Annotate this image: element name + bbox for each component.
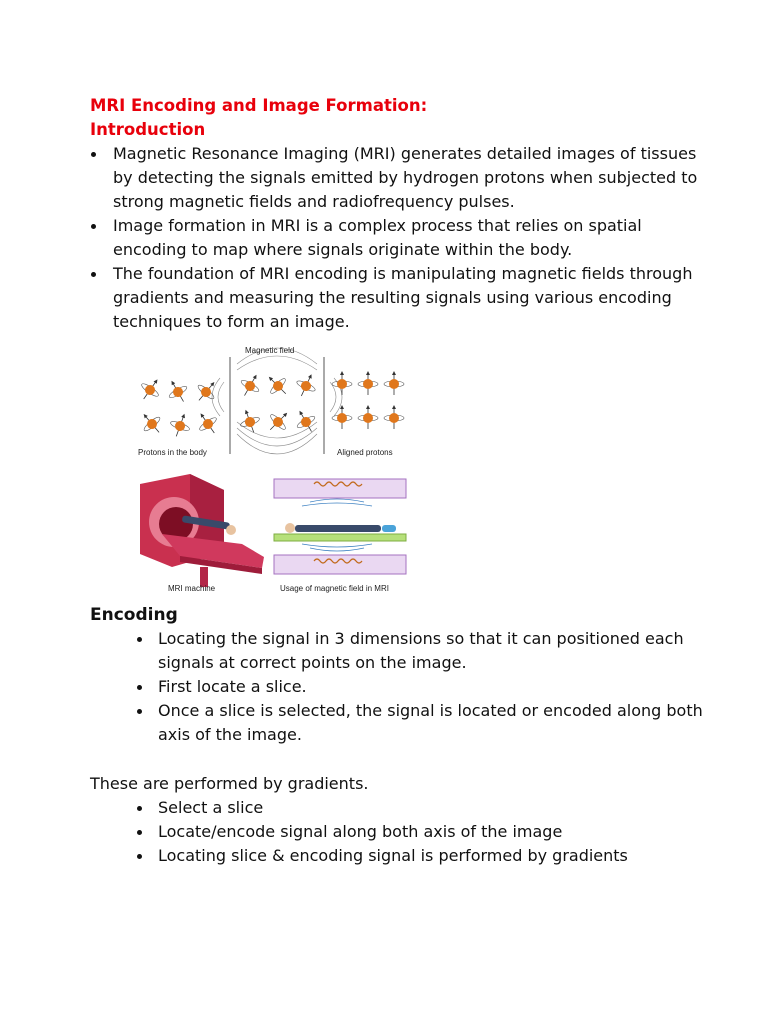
title-line-1: MRI Encoding and Image Formation:: [90, 96, 428, 115]
title-line-2: Introduction: [90, 120, 206, 139]
gradients-bullet-list: [158, 796, 718, 868]
encoding-bullet: First locate a slice.: [158, 675, 718, 699]
proton-icon: [136, 408, 167, 439]
intro-bullet: The foundation of MRI encoding is manipulating magnetic fields through gradients and measuring the resulting signals using various encoding techniques to form an image.: [113, 262, 713, 334]
label-mri-machine: MRI machine: [168, 584, 216, 593]
proton-icon: [163, 376, 192, 407]
proton-icon: [262, 370, 293, 401]
proton-icon: [236, 370, 265, 401]
label-aligned-protons: Aligned protons: [337, 448, 393, 457]
encoding-bullet: Once a slice is selected, the signal is located or encoded along both axis of the image.: [158, 699, 718, 747]
mri-machine-illustration: [140, 474, 264, 587]
proton-icon: [236, 406, 263, 435]
encoding-bullet: Locating the signal in 3 dimensions so that it can positioned each signals at correct points on the image.: [158, 627, 718, 675]
proton-icon: [135, 374, 165, 405]
proton-icon: [358, 405, 378, 429]
label-usage: Usage of magnetic field in MRI: [280, 584, 389, 593]
proton-icon: [191, 376, 222, 407]
document-title: [90, 94, 427, 142]
gradients-bullet: Select a slice: [158, 796, 718, 820]
proton-icon: [263, 406, 294, 437]
proton-icon: [192, 408, 222, 439]
label-magnetic-field: Magnetic field: [245, 346, 295, 355]
proton-icon: [384, 405, 404, 429]
intro-bullet-list: [113, 142, 713, 334]
proton-icon: [292, 370, 320, 400]
label-protons-body: Protons in the body: [138, 448, 207, 457]
magnetic-field-lines: [212, 348, 342, 454]
gradients-bullet: Locate/encode signal along both axis of the image: [158, 820, 718, 844]
encoding-bullet-list: [158, 627, 718, 747]
mri-figure: [132, 342, 417, 596]
proton-icon: [167, 410, 194, 439]
intro-bullet: Image formation in MRI is a complex process that relies on spatial encoding to map where signals originate within the body.: [113, 214, 713, 262]
section-heading-encoding: Encoding: [90, 605, 178, 625]
usage-illustration: [274, 479, 406, 574]
proton-icon: [384, 371, 404, 395]
proton-icon: [332, 405, 352, 429]
gradients-intro-text: These are performed by gradients.: [90, 774, 369, 793]
proton-group: [135, 370, 404, 440]
gradients-bullet: Locating slice & encoding signal is performed by gradients: [158, 844, 718, 868]
proton-icon: [291, 406, 320, 437]
proton-icon: [358, 371, 378, 395]
intro-bullet: Magnetic Resonance Imaging (MRI) generates detailed images of tissues by detecting the signals emitted by hydrogen protons when subjected to strong magnetic fields and radiofrequency pulses.: [113, 142, 713, 214]
